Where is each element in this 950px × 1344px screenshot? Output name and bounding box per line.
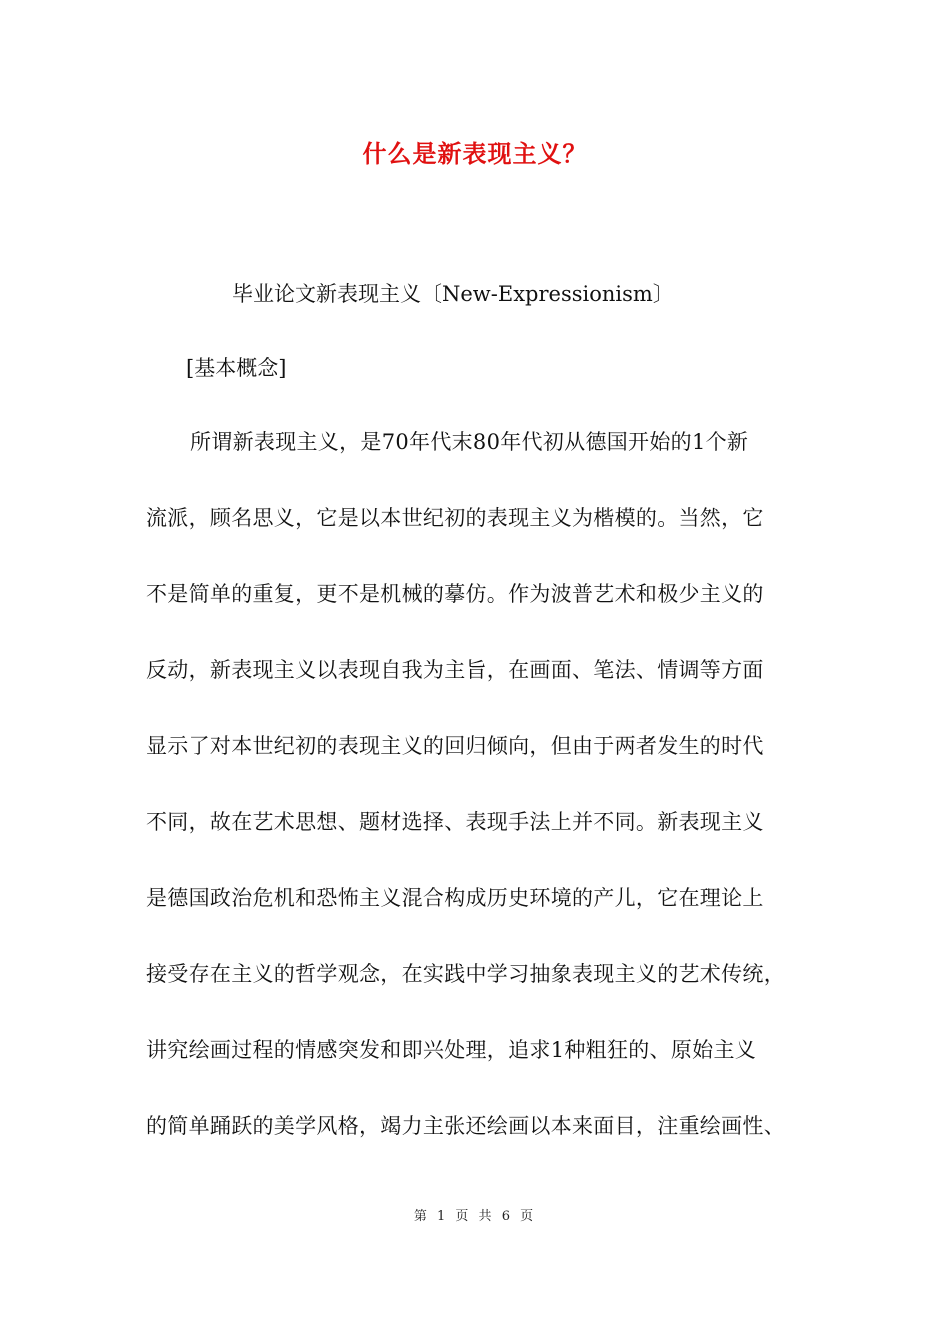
- body-paragraph: [146, 424, 818, 1184]
- paragraph-line: 讲究绘画过程的情感突发和即兴处理，追求1种粗狂的、原始主义: [146, 1038, 757, 1062]
- paragraph-line: 反动，新表现主义以表现自我为主旨，在画面、笔法、情调等方面: [146, 658, 764, 682]
- section-heading: [基本概念]: [186, 356, 287, 380]
- paragraph-line: 所谓新表现主义，是70年代末80年代初从德国开始的1个新: [190, 430, 749, 454]
- document-subtitle: 毕业论文新表现主义〔New-Expressionism〕: [232, 282, 674, 306]
- paragraph-line: 是德国政治危机和恐怖主义混合构成历史环境的产儿，它在理论上: [146, 886, 764, 910]
- paragraph-line: 接受存在主义的哲学观念，在实践中学习抽象表现主义的艺术传统，: [146, 962, 785, 986]
- page-number-footer: 第 1 页 共 6 页: [413, 1209, 537, 1224]
- paragraph-line: 不是简单的重复，更不是机械的摹仿。作为波普艺术和极少主义的: [146, 582, 764, 606]
- paragraph-line: 流派，顾名思义，它是以本世纪初的表现主义为楷模的。当然，它: [146, 506, 764, 530]
- paragraph-line: 的简单踊跃的美学风格，竭力主张还绘画以本来面目，注重绘画性、: [146, 1114, 785, 1138]
- paragraph-line: 显示了对本世纪初的表现主义的回归倾向，但由于两者发生的时代: [146, 734, 764, 758]
- page-title: 什么是新表现主义？: [362, 139, 588, 168]
- paragraph-line: 不同，故在艺术思想、题材选择、表现手法上并不同。新表现主义: [146, 810, 764, 834]
